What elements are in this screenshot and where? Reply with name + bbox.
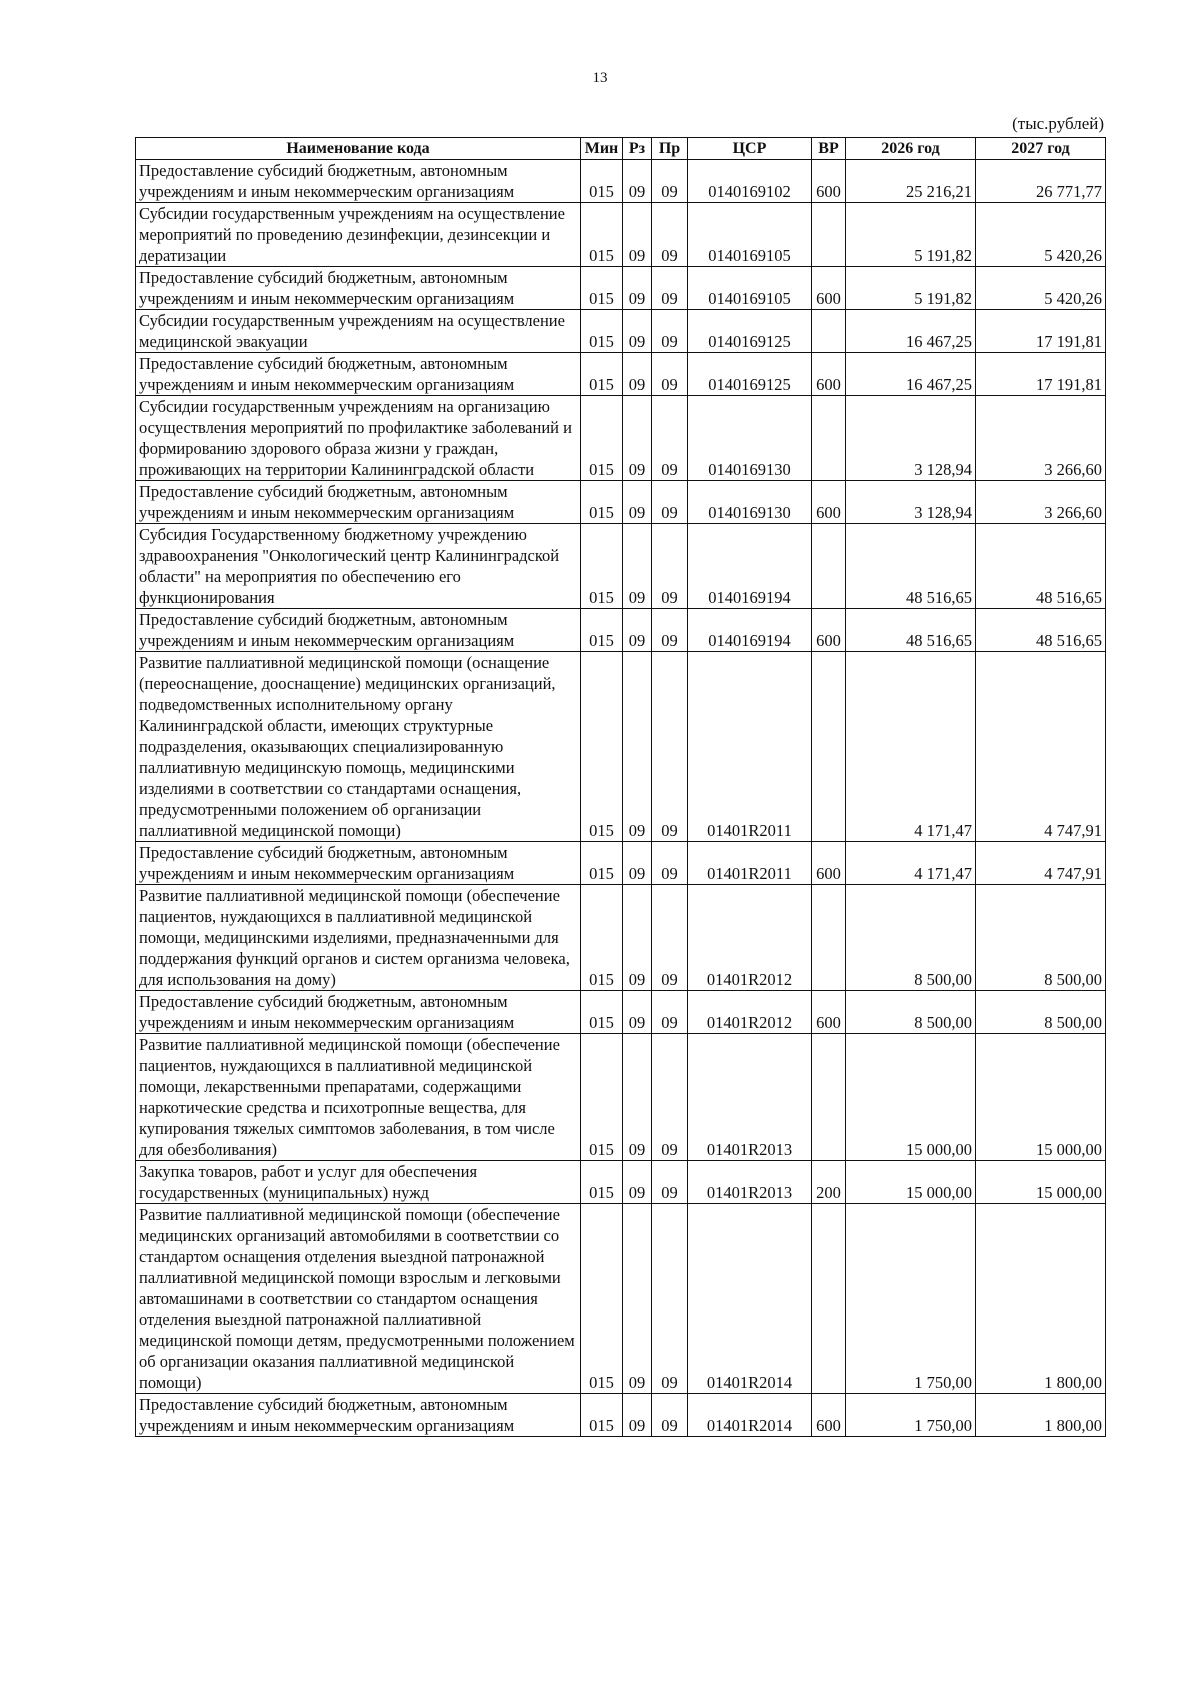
cell-csr: 0140169102 bbox=[688, 160, 812, 203]
cell-min: 015 bbox=[581, 353, 623, 396]
cell-pr: 09 bbox=[652, 1034, 688, 1161]
cell-2026: 16 467,25 bbox=[846, 310, 976, 353]
cell-min: 015 bbox=[581, 1161, 623, 1204]
cell-vr: 600 bbox=[812, 353, 846, 396]
cell-pr: 09 bbox=[652, 1394, 688, 1437]
cell-csr: 0140169105 bbox=[688, 267, 812, 310]
cell-2027: 48 516,65 bbox=[976, 524, 1106, 609]
table-row bbox=[136, 203, 1106, 267]
cell-pr: 09 bbox=[652, 160, 688, 203]
cell-csr: 0140169105 bbox=[688, 203, 812, 267]
cell-name: Развитие паллиативной медицинской помощи (обеспечение пациентов, нуждающихся в паллиативной медицинской помощи, лекарственными препаратами, содержащими наркотические средства и психотропные вещества, для купирования тяжелых симптомов заболевания, в том числе для обезболивания) bbox=[136, 1034, 581, 1161]
cell-pr: 09 bbox=[652, 1204, 688, 1394]
cell-2026: 5 191,82 bbox=[846, 267, 976, 310]
cell-vr: 600 bbox=[812, 842, 846, 885]
cell-name: Предоставление субсидий бюджетным, автономным учреждениям и иным некоммерческим организациям bbox=[136, 842, 581, 885]
cell-2027: 8 500,00 bbox=[976, 885, 1106, 991]
cell-name: Развитие паллиативной медицинской помощи (оснащение (переоснащение, дооснащение) медицинских организаций, подведомственных исполнительному органу Калининградской области, имеющих структурные подразделения, оказывающих специализированную паллиативную медицинскую помощь, медицинскими изделиями в соответствии со стандартами оснащения, предусмотренными положением об организации паллиативной медицинской помощи) bbox=[136, 652, 581, 842]
table-row bbox=[136, 353, 1106, 396]
cell-vr: 600 bbox=[812, 160, 846, 203]
cell-pr: 09 bbox=[652, 991, 688, 1034]
cell-csr: 01401R2014 bbox=[688, 1394, 812, 1437]
cell-2026: 4 171,47 bbox=[846, 652, 976, 842]
cell-rz: 09 bbox=[623, 1394, 652, 1437]
cell-vr: 600 bbox=[812, 481, 846, 524]
header-2026: 2026 год bbox=[846, 138, 976, 160]
cell-rz: 09 bbox=[623, 267, 652, 310]
cell-min: 015 bbox=[581, 160, 623, 203]
cell-csr: 01401R2012 bbox=[688, 885, 812, 991]
cell-vr bbox=[812, 203, 846, 267]
cell-2026: 16 467,25 bbox=[846, 353, 976, 396]
cell-vr bbox=[812, 885, 846, 991]
cell-2026: 15 000,00 bbox=[846, 1034, 976, 1161]
cell-rz: 09 bbox=[623, 353, 652, 396]
cell-rz: 09 bbox=[623, 991, 652, 1034]
cell-min: 015 bbox=[581, 885, 623, 991]
cell-min: 015 bbox=[581, 524, 623, 609]
table-body bbox=[136, 160, 1106, 1437]
cell-pr: 09 bbox=[652, 1161, 688, 1204]
cell-min: 015 bbox=[581, 310, 623, 353]
cell-2027: 5 420,26 bbox=[976, 267, 1106, 310]
cell-csr: 0140169194 bbox=[688, 609, 812, 652]
cell-rz: 09 bbox=[623, 1034, 652, 1161]
header-pr: Пр bbox=[652, 138, 688, 160]
header-vr: ВР bbox=[812, 138, 846, 160]
cell-csr: 01401R2012 bbox=[688, 991, 812, 1034]
cell-csr: 0140169130 bbox=[688, 481, 812, 524]
cell-rz: 09 bbox=[623, 1204, 652, 1394]
cell-2027: 5 420,26 bbox=[976, 203, 1106, 267]
cell-vr: 600 bbox=[812, 991, 846, 1034]
cell-min: 015 bbox=[581, 1034, 623, 1161]
cell-min: 015 bbox=[581, 203, 623, 267]
header-min: Мин bbox=[581, 138, 623, 160]
cell-vr: 600 bbox=[812, 267, 846, 310]
cell-vr bbox=[812, 310, 846, 353]
cell-rz: 09 bbox=[623, 885, 652, 991]
cell-vr: 600 bbox=[812, 609, 846, 652]
cell-rz: 09 bbox=[623, 310, 652, 353]
cell-vr bbox=[812, 1034, 846, 1161]
cell-pr: 09 bbox=[652, 396, 688, 481]
cell-rz: 09 bbox=[623, 524, 652, 609]
cell-min: 015 bbox=[581, 842, 623, 885]
cell-rz: 09 bbox=[623, 842, 652, 885]
cell-name: Субсидии государственным учреждениям на осуществление медицинской эвакуации bbox=[136, 310, 581, 353]
cell-2026: 15 000,00 bbox=[846, 1161, 976, 1204]
cell-csr: 0140169125 bbox=[688, 310, 812, 353]
cell-2027: 4 747,91 bbox=[976, 652, 1106, 842]
cell-rz: 09 bbox=[623, 652, 652, 842]
cell-vr bbox=[812, 1204, 846, 1394]
cell-2027: 15 000,00 bbox=[976, 1034, 1106, 1161]
cell-2027: 15 000,00 bbox=[976, 1161, 1106, 1204]
cell-2027: 17 191,81 bbox=[976, 310, 1106, 353]
cell-vr: 600 bbox=[812, 1394, 846, 1437]
header-2027: 2027 год bbox=[976, 138, 1106, 160]
cell-2027: 1 800,00 bbox=[976, 1394, 1106, 1437]
cell-2027: 4 747,91 bbox=[976, 842, 1106, 885]
cell-pr: 09 bbox=[652, 267, 688, 310]
cell-2026: 8 500,00 bbox=[846, 991, 976, 1034]
table-row bbox=[136, 524, 1106, 609]
cell-csr: 01401R2011 bbox=[688, 652, 812, 842]
table-row bbox=[136, 1161, 1106, 1204]
cell-vr bbox=[812, 396, 846, 481]
table-row bbox=[136, 160, 1106, 203]
cell-min: 015 bbox=[581, 609, 623, 652]
cell-rz: 09 bbox=[623, 1161, 652, 1204]
cell-pr: 09 bbox=[652, 353, 688, 396]
cell-name: Закупка товаров, работ и услуг для обеспечения государственных (муниципальных) нужд bbox=[136, 1161, 581, 1204]
cell-min: 015 bbox=[581, 481, 623, 524]
cell-csr: 01401R2014 bbox=[688, 1204, 812, 1394]
cell-name: Предоставление субсидий бюджетным, автономным учреждениям и иным некоммерческим организациям bbox=[136, 1394, 581, 1437]
cell-rz: 09 bbox=[623, 160, 652, 203]
header-rz: Рз bbox=[623, 138, 652, 160]
cell-csr: 0140169130 bbox=[688, 396, 812, 481]
cell-2027: 26 771,77 bbox=[976, 160, 1106, 203]
table-row bbox=[136, 885, 1106, 991]
cell-pr: 09 bbox=[652, 481, 688, 524]
table-row bbox=[136, 842, 1106, 885]
cell-2027: 48 516,65 bbox=[976, 609, 1106, 652]
cell-vr bbox=[812, 652, 846, 842]
cell-name: Предоставление субсидий бюджетным, автономным учреждениям и иным некоммерческим организациям bbox=[136, 481, 581, 524]
cell-rz: 09 bbox=[623, 481, 652, 524]
table-row bbox=[136, 609, 1106, 652]
cell-pr: 09 bbox=[652, 310, 688, 353]
cell-rz: 09 bbox=[623, 609, 652, 652]
cell-name: Предоставление субсидий бюджетным, автономным учреждениям и иным некоммерческим организациям bbox=[136, 267, 581, 310]
table-header-row bbox=[136, 138, 1106, 160]
cell-name: Предоставление субсидий бюджетным, автономным учреждениям и иным некоммерческим организациям bbox=[136, 160, 581, 203]
header-name: Наименование кода bbox=[136, 138, 581, 160]
cell-2026: 48 516,65 bbox=[846, 609, 976, 652]
cell-name: Субсидии государственным учреждениям на организацию осуществления мероприятий по профилактике заболеваний и формированию здорового образа жизни у граждан, проживающих на территории Калининградской области bbox=[136, 396, 581, 481]
cell-csr: 0140169194 bbox=[688, 524, 812, 609]
cell-name: Предоставление субсидий бюджетным, автономным учреждениям и иным некоммерческим организациям bbox=[136, 609, 581, 652]
cell-csr: 01401R2013 bbox=[688, 1034, 812, 1161]
cell-2026: 1 750,00 bbox=[846, 1394, 976, 1437]
cell-name: Субсидии государственным учреждениям на осуществление мероприятий по проведению дезинфекции, дезинсекции и дератизации bbox=[136, 203, 581, 267]
table-row bbox=[136, 1394, 1106, 1437]
cell-pr: 09 bbox=[652, 524, 688, 609]
cell-vr: 200 bbox=[812, 1161, 846, 1204]
cell-2026: 4 171,47 bbox=[846, 842, 976, 885]
table-row bbox=[136, 396, 1106, 481]
table-row bbox=[136, 991, 1106, 1034]
cell-2026: 48 516,65 bbox=[846, 524, 976, 609]
cell-2026: 3 128,94 bbox=[846, 396, 976, 481]
cell-pr: 09 bbox=[652, 652, 688, 842]
cell-csr: 0140169125 bbox=[688, 353, 812, 396]
table-row bbox=[136, 1204, 1106, 1394]
cell-min: 015 bbox=[581, 1394, 623, 1437]
cell-min: 015 bbox=[581, 991, 623, 1034]
cell-csr: 01401R2011 bbox=[688, 842, 812, 885]
cell-vr bbox=[812, 524, 846, 609]
cell-2026: 1 750,00 bbox=[846, 1204, 976, 1394]
table-row bbox=[136, 481, 1106, 524]
cell-pr: 09 bbox=[652, 885, 688, 991]
cell-rz: 09 bbox=[623, 396, 652, 481]
cell-pr: 09 bbox=[652, 609, 688, 652]
cell-csr: 01401R2013 bbox=[688, 1161, 812, 1204]
cell-name: Предоставление субсидий бюджетным, автономным учреждениям и иным некоммерческим организациям bbox=[136, 353, 581, 396]
cell-2027: 3 266,60 bbox=[976, 396, 1106, 481]
cell-rz: 09 bbox=[623, 203, 652, 267]
cell-name: Субсидия Государственному бюджетному учреждению здравоохранения "Онкологический центр Калининградской области" на мероприятия по обеспечению его функционирования bbox=[136, 524, 581, 609]
cell-2026: 3 128,94 bbox=[846, 481, 976, 524]
cell-min: 015 bbox=[581, 396, 623, 481]
table-row bbox=[136, 310, 1106, 353]
cell-pr: 09 bbox=[652, 842, 688, 885]
cell-name: Предоставление субсидий бюджетным, автономным учреждениям и иным некоммерческим организациям bbox=[136, 991, 581, 1034]
cell-pr: 09 bbox=[652, 203, 688, 267]
cell-name: Развитие паллиативной медицинской помощи (обеспечение медицинских организаций автомобилями в соответствии со стандартом оснащения отделения выездной патронажной паллиативной медицинской помощи взрослым и легковыми автомашинами в соответствии со стандартом оснащения отделения выездной патронажной паллиативной медицинской помощи детям, предусмотренными положением об организации оказания паллиативной медицинской помощи) bbox=[136, 1204, 581, 1394]
cell-2027: 8 500,00 bbox=[976, 991, 1106, 1034]
cell-2027: 1 800,00 bbox=[976, 1204, 1106, 1394]
cell-2027: 3 266,60 bbox=[976, 481, 1106, 524]
header-csr: ЦСР bbox=[688, 138, 812, 160]
cell-2026: 25 216,21 bbox=[846, 160, 976, 203]
cell-min: 015 bbox=[581, 652, 623, 842]
table-row bbox=[136, 1034, 1106, 1161]
budget-table bbox=[135, 137, 1106, 1437]
table-row bbox=[136, 652, 1106, 842]
cell-min: 015 bbox=[581, 1204, 623, 1394]
cell-2026: 8 500,00 bbox=[846, 885, 976, 991]
cell-name: Развитие паллиативной медицинской помощи (обеспечение пациентов, нуждающихся в паллиативной медицинской помощи, медицинскими изделиями, предназначенными для поддержания функций органов и систем организма человека, для использования на дому) bbox=[136, 885, 581, 991]
cell-2026: 5 191,82 bbox=[846, 203, 976, 267]
cell-2027: 17 191,81 bbox=[976, 353, 1106, 396]
page-number: 13 bbox=[592, 70, 608, 86]
cell-min: 015 bbox=[581, 267, 623, 310]
units-label: (тыс.рублей) bbox=[1012, 114, 1104, 133]
table-row bbox=[136, 267, 1106, 310]
